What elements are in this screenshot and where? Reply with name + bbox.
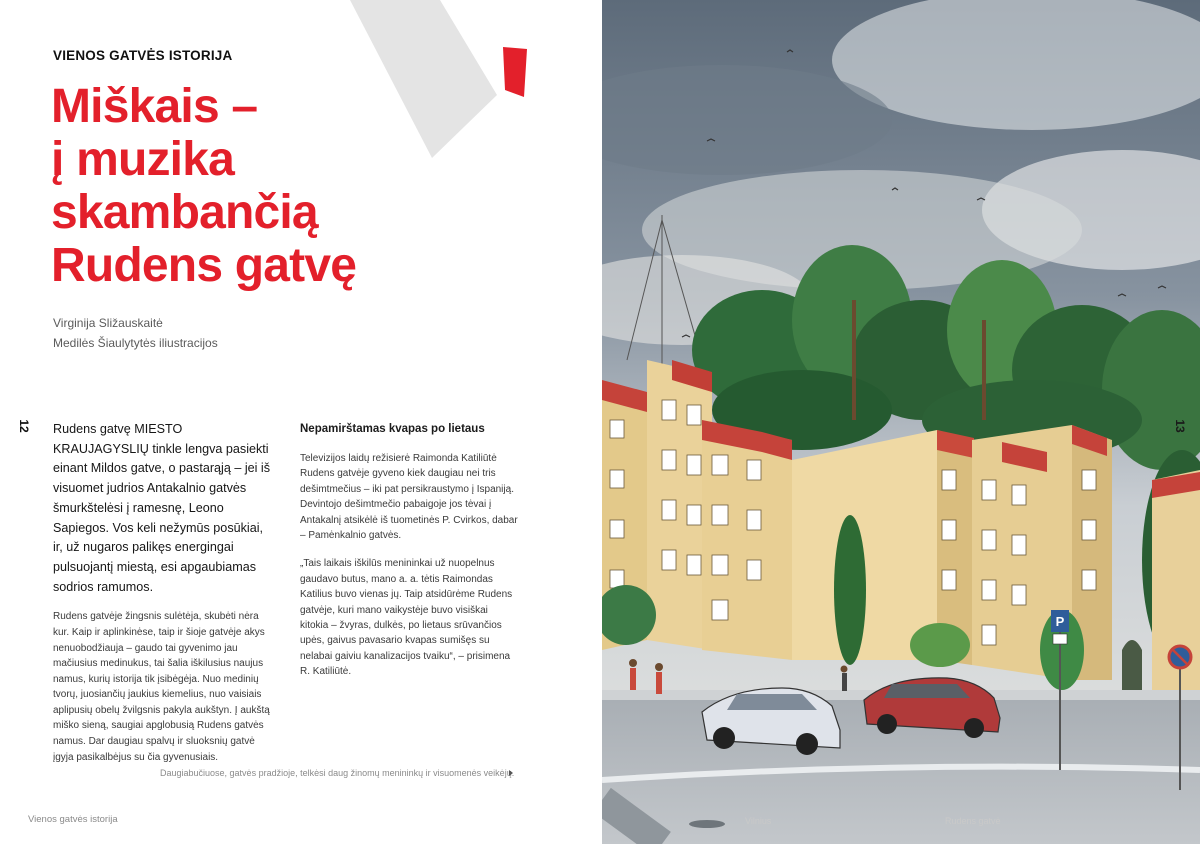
manhole: [689, 820, 725, 828]
body-paragraph-left: Rudens gatvėje žingsnis sulėtėja, skubėti nėra kur. Kaip ir aplinkinėse, taip ir šioje gatvėje akys nenuobodžiauja – gaudo tai gyvenimo jau mačiusius medinukus, tai šalia iškilusius naujus namus, kurių istorija tik įsibėgėja. Nuo medinių tvorų, juosiančių jaukius kiemelius, nuo vaisiais aplipusių obelų žvilgsnis pakyla aukštyn. Į aukštą miško sieną, saugiai apglobusią Rudens gatvės namus. Dar daugiau spalvų ir sluoksnių gatvė įgyja pasikalbėjus su čia gyvenusiais.: [53, 611, 270, 763]
headline-line-4: Rudens gatvę: [51, 239, 357, 292]
author: Virginija Sližauskaitė: [53, 316, 163, 330]
cypress-tree: [834, 515, 866, 665]
street-illustration: [602, 0, 1200, 844]
bush: [910, 623, 970, 667]
text-column-left: [53, 420, 275, 765]
credits: [53, 313, 218, 353]
illustration-svg: [602, 0, 1200, 844]
article-headline: [51, 80, 531, 292]
svg-text:P: P: [1055, 614, 1065, 629]
body-paragraph-right-2: „Tais laikais iškilūs menininkai už nuopelnus gaudavo butus, mano a. a. tėtis Raimondas Katilius buvo vienas jų. Taip atsidūrėme Rudens gatvėje, kuri mano vaikystėje buvo visiškai kitokia – žvyras, dulkės, po lietaus srūvančios upės, gaivus pavasario kvapas sumišęs su nelabai gaiviu kanalizacijos tvaiku“, – prisimena R. Katiliūtė.: [300, 558, 513, 678]
illustrator-credit: Medilės Šiaulytytės iliustracijos: [53, 336, 218, 350]
caption-arrow-icon: [509, 770, 513, 776]
page-number-right: 13: [1173, 419, 1187, 433]
footer-left: Vienos gatvės istorija: [28, 814, 118, 825]
text-column-right: [300, 423, 518, 680]
section-kicker: VIENOS GATVĖS ISTORIJA: [53, 48, 233, 63]
headline-line-2: į muzika: [51, 133, 234, 186]
footer-right-right: Rudens gatvė: [945, 816, 1001, 826]
footer-right-left: Vilnius: [745, 816, 772, 826]
lead-paragraph: Rudens gatvę MIESTO KRAUJAGYSLIŲ tinkle lengva pasiekti einant Mildos gatve, o pastarąją – jei iš visuomet judrios Antakalnio gatvės šmurkštelėsi į ramesnę, Leono Sapiegos. Vos keli nežymūs posūkiai, ir, už nugaros palikęs energingai pulsuojantį miestą, esi apgaubiamas sodrios ramumos.: [53, 422, 271, 594]
body-paragraph-right-1: Televizijos laidų režisierė Raimonda Katiliūtė Rudens gatvėje gyveno kiek daugiau nei tris dešimtmečius – iki pat persikraustymo į Ispaniją. Devintojo dešimtmečio pabaigoje jos tėvai į Antakalnį atsikėlė iš tuometinės P. Cvirkos, dabar – Pamėnkalnio gatvės.: [300, 453, 518, 542]
headline-line-1: Miškais –: [51, 80, 258, 133]
subheading: Nepamirštamas kvapas po lietaus: [300, 423, 485, 435]
headline-line-3: skambančią: [51, 186, 318, 239]
page-number-left: 12: [17, 419, 31, 433]
image-caption: Daugiabučiuose, gatvės pradžioje, telkėsi daug žinomų menininkų ir visuomenės veikėjų.: [160, 768, 515, 778]
